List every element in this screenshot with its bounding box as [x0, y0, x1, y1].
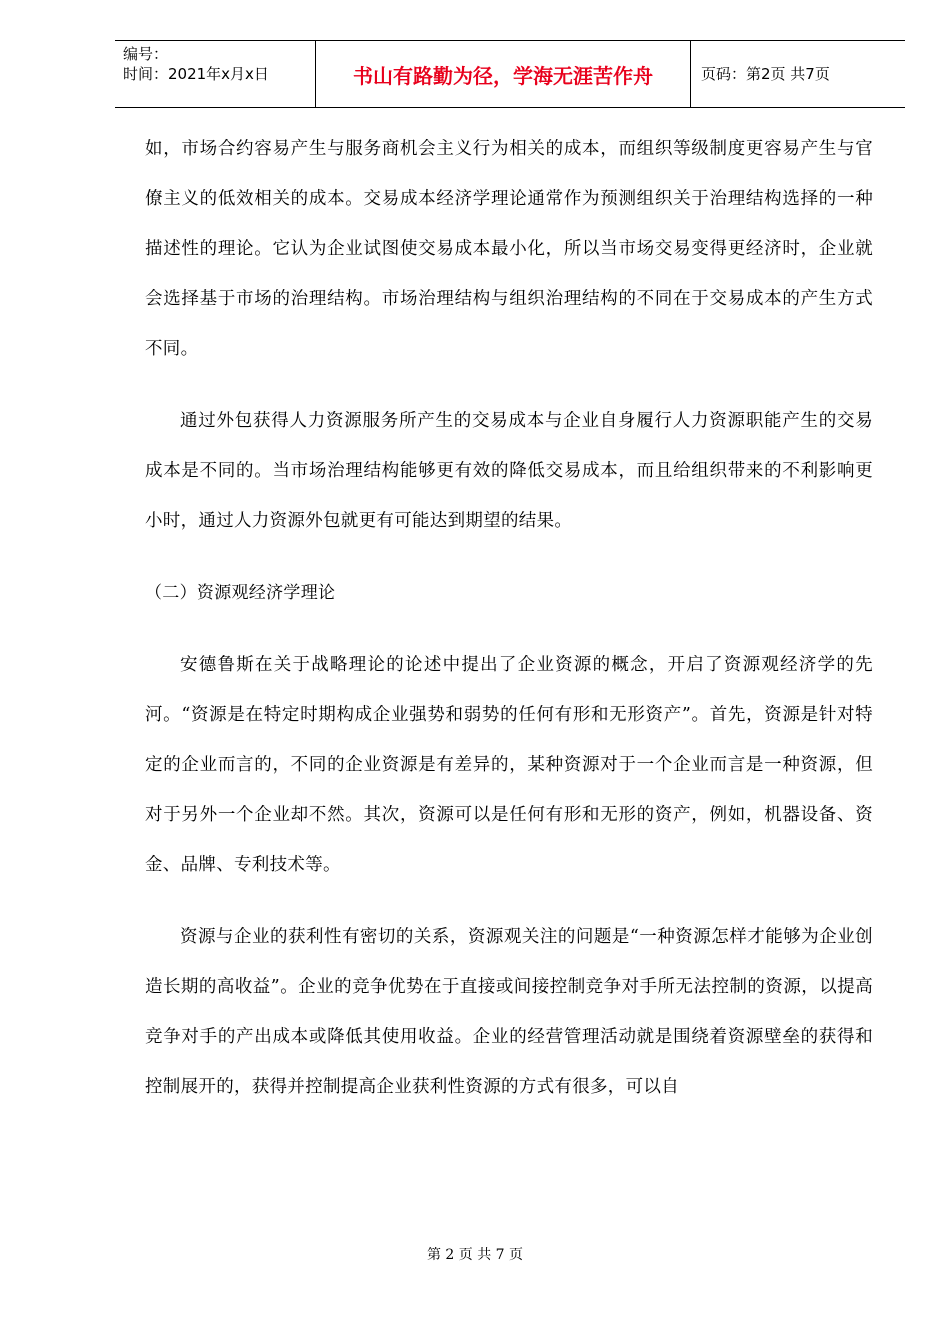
paragraph: 安德鲁斯在关于战略理论的论述中提出了企业资源的概念，开启了资源观经济学的先河。“资源是在特定时期构成企业强势和弱势的任何有形和无形资产”。首先，资源是针对特定的企业而言的，不同的企业资源是有差异的，某种资源对于一个企业而言是一种资源，但对于另外一个企业却不然。其次，资源可以是任何有形和无形的资产，例如，机器设备、资金、品牌、专利技术等。: [145, 655, 873, 875]
paragraph: 如，市场合约容易产生与服务商机会主义行为相关的成本，而组织等级制度更容易产生与官僚主义的低效相关的成本。交易成本经济学理论通常作为预测组织关于治理结构选择的一种描述性的理论。它认为企业试图使交易成本最小化，所以当市场交易变得更经济时，企业就会选择基于市场的治理结构。市场治理结构与组织治理结构的不同在于交易成本的产生方式不同。: [145, 139, 873, 359]
header-meta: [115, 41, 315, 107]
number-label: 编号：: [123, 45, 169, 63]
paragraph: 资源与企业的获利性有密切的关系，资源观关注的问题是“一种资源怎样才能够为企业创造长期的高收益”。企业的竞争优势在于直接或间接控制竞争对手所无法控制的资源，以提高竞争对手的产出成本或降低其使用收益。企业的经营管理活动就是围绕着资源壁垒的获得和控制展开的，获得并控制提高企业获利性资源的方式有很多，可以自: [145, 927, 873, 1097]
header-motto-cell: [315, 41, 691, 107]
page-footer: 第 2 页 共 7 页: [426, 1247, 524, 1263]
header-page-info: 页码：第2页 共7页: [701, 65, 830, 83]
section-heading: （二）资源观经济学理论: [145, 583, 336, 603]
paragraph: 通过外包获得人力资源服务所产生的交易成本与企业自身履行人力资源职能产生的交易成本是不同的。当市场治理结构能够更有效的降低交易成本，而且给组织带来的不利影响更小时，通过人力资源外包就更有可能达到期望的结果。: [145, 411, 873, 531]
header-motto: 书山有路勤为径，学海无涯苦作舟: [353, 64, 653, 88]
document-body: [145, 124, 873, 1112]
time-label: 时间：2021年x月x日: [123, 65, 269, 83]
header-page-cell: [691, 41, 905, 107]
page-header: [115, 40, 905, 108]
